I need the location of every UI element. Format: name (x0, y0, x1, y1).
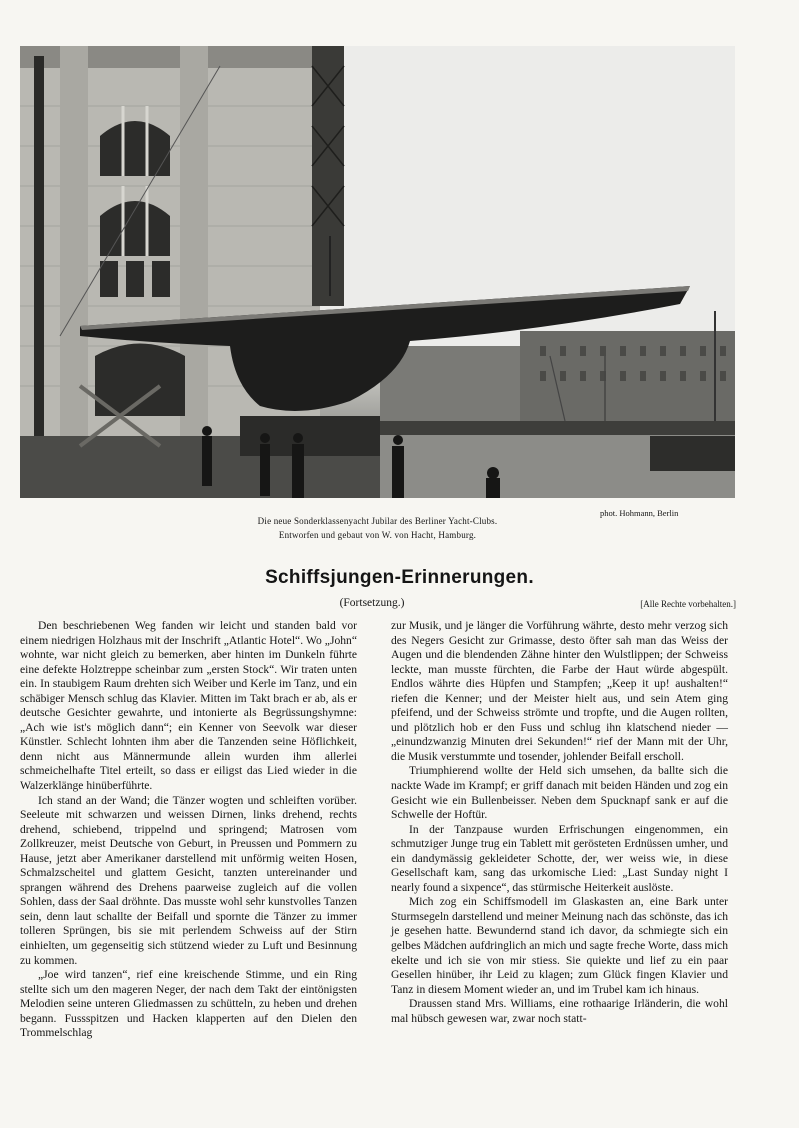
paragraph: Ich stand an der Wand; die Tänzer wogten und schleiften vorüber. Seeleute mit schwarzen und weissen Dirnen, links drehend, rechts drehend, schiebend, trippelnd und springend; Matrosen vom Zollkreuzer, meist Deutsche von Geburt, in Preussen und Pommern zu Hause, jetzt aber Amerikaner darstellend mit unförmig weiten Hosen, Schmalzscheitel und glattem Gesicht, tanzten untereinander und sprangen während des Drehens paarweise zugleich auf die vollen Sohlen, dass der Saal dröhnte. Das musste wohl sehr kunstvolles Tanzen sein, denn laut schallte der Beifall und spornte die Tänzer zu immer tolleren Sprüngen, bis sie mit perlendem Schweiss auf der Stirn einhielten, um gegenseitig sich stützend wieder zu Luft und Besinnung zu kommen. (20, 793, 357, 967)
paragraph: Den beschriebenen Weg fanden wir leicht und standen bald vor einem niedrigen Holzhaus mit der Inschrift „Atlantic Hotel“. Wo „John“ wohnte, war nicht gleich zu bemerken, aber hinten im Dunkeln führte eine defekte Holztreppe scheinbar zum „ersten Stock“. Wir traten unten ein. In staubigem Raum drehten sich Weiber und Kerle im Tanz, und ein schäbiger Mensch schlug das Klavier. Mitten im Takt brach er ab, als er deutsche Gesichter gewahrte, und intonierte als Begrüssungshymne: „Ach wie ist's möglich dann“; ein Kenner von Seevolk war dieser Künstler. Schlecht lohnten ihm aber die Tanzenden seine Höflichkeit, denn nicht aus Männermunde allein wurden ihm allerlei schmeichelhafte Titel erteilt, so dass er eiligst das Lied wieder in die Walzerklänge hinüberführte. (20, 619, 357, 793)
yacht-photo (20, 46, 735, 498)
paragraph-continued: zur Musik, und je länger die Vorführung währte, desto mehr verzog sich des Negers Gesicht zur Grimasse, desto öfter sah man das Weiss der Augen und die blendenden Zähne hinter den Wulstlippen; der Schweiss leckte, man musste fürchten, die Farbe der Haut würde abgespült. Endlos währte dies Hüpfen und Stampfen; „Keep it up! aushalten!“ riefen die Kenner; und der Meister hielt aus, und sein Atem ging pfeifend, und der Schweiss strömte und tropfte, und die Augen rollten, und plötzlich hob er den Fuss und schlug ihn klatschend nieder — „einundzwanzig Minuten drei Sekunden!“ rief der Mann mit der Uhr, die Musik verstummte und tosender, johlender Beifall erscholl. (391, 619, 728, 763)
rights-notice: [Alle Rechte vorbehalten.] (640, 599, 736, 609)
figure-caption-title: Die neue Sonderklassenyacht Jubilar des Berliner Yacht-Clubs. (257, 516, 498, 526)
paragraph: Mich zog ein Schiffsmodell im Glaskasten an, eine Bark unter Sturmsegeln darstellend und meiner Meinung nach das schönste, das ich je gesehen hatte. Bewundernd stand ich davor, da schmiegte sich ein gelbes Mädchen aufdringlich an mich und sagte freche Worte, dass mich ekelte und ich sie von mir stiess. Sie quiekte und lief zu ein paar Gesellen hinüber, ihr Leid zu klagen; zum Glück fingen Klavier und Tanz in diesem Moment wieder an, und im Trubel kam ich hinaus. (391, 895, 728, 996)
article-subtitle: (Fortsetzung.) (339, 597, 405, 609)
paragraph: In der Tanzpause wurden Erfrischungen eingenommen, ein schmutziger Junge trug ein Tablett mit gerösteten Erdnüssen umher, und ein dandymässig gekleideter Schotte, der, wer weiss wie, in diese Gesellschaft kam, sang das urkomische Lied: „Last Sunday night I nearly found a sixpence“, das stürmische Heiterkeit auslöste. (391, 822, 728, 894)
right-column (391, 619, 728, 1026)
paragraph: Triumphierend wollte der Held sich umsehen, da ballte sich die nackte Wade im Krampf; er griff danach mit beiden Händen und zog ein Gesicht wie ein Bullenbeisser. Neben dem Spucknapf sank er auf die Schwelle der Hoftür. (391, 764, 728, 822)
photo-credit: phot. Hohmann, Berlin (600, 508, 679, 518)
paragraph: „Joe wird tanzen“, rief eine kreischende Stimme, und ein Ring stellte sich um den mageren Neger, der nach dem Takt der eintönigsten Melodien seine unteren Gliedmassen zu schütteln, zu heben und drehen begann. Fussspitzen und Hacken klapperten auf den Dielen den Trommelschlag (20, 968, 357, 1040)
paragraph: Draussen stand Mrs. Williams, eine rothaarige Irländerin, die wohl mal hübsch gewesen war, zwar noch statt- (391, 997, 728, 1025)
article-title: Schiffsjungen-Erinnerungen. (265, 567, 534, 588)
figure-caption-credit: Entworfen und gebaut von W. von Hacht, Hamburg. (278, 530, 477, 540)
left-column (20, 619, 357, 1041)
